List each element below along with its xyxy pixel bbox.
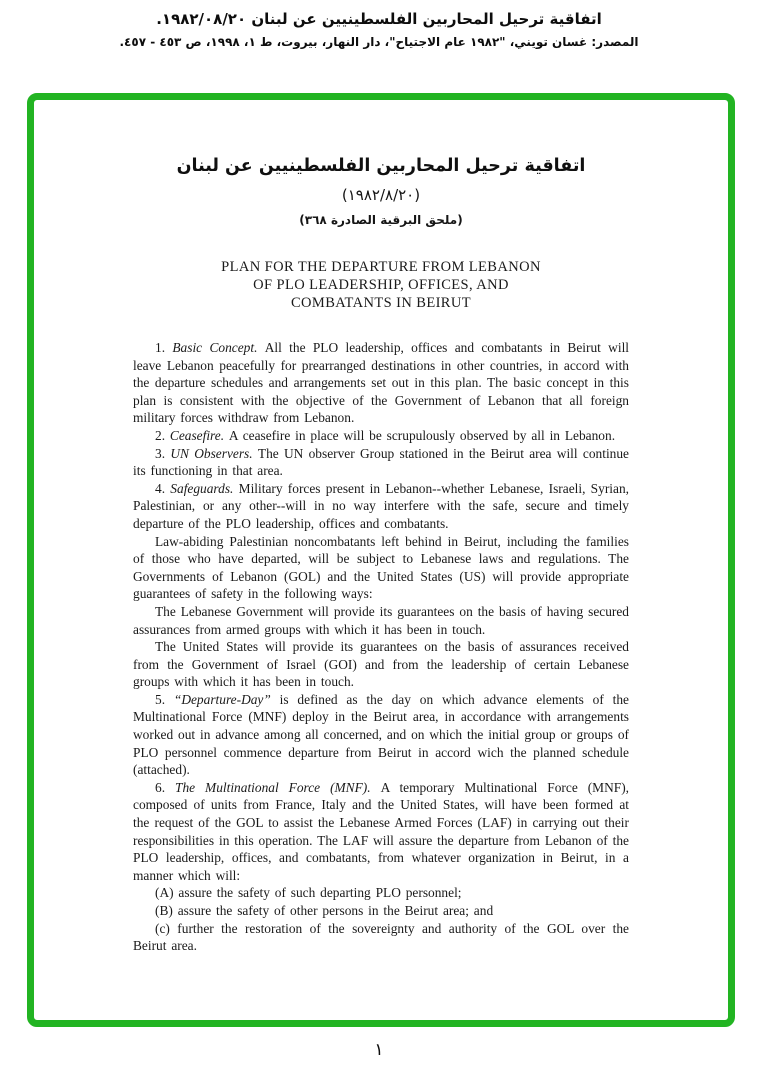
paragraph-number: 6. [155,779,175,795]
paragraph-text: The Lebanese Government will provide its guarantees on the basis of having secured assurances from armed groups with which it has been in touch. [133,603,629,637]
paragraph-text: Law-abiding Palestinian noncombatants left behind in Beirut, including the families of those who have departed, will be subject to Lebanese laws and regulations. The Governments of Lebanon (GOL) and the United States (US) will provide appropriate guarantees of safety in the following ways: [133,533,629,602]
document-frame [27,93,735,1027]
paragraph-text: The UN observer Group stationed in the Beirut area will continue its functioning in that area. [133,445,630,479]
telegram-attachment-note: (ملحق البرقية الصادرة ٣٦٨) [299,213,463,227]
list-item-c [133,920,629,955]
paragraph-us-guarantees [133,638,629,691]
list-item-a [133,884,629,902]
paragraph-lead: The Multinational Force (MNF). [175,779,381,795]
plan-title [133,258,629,312]
paragraph-text: A ceasefire in place will be scrupulously observed by all in Lebanon. [228,427,616,443]
paragraph-text: (B) assure the safety of other persons in the Beirut area; and [155,903,494,918]
paragraph-text: is defined as the day on which advance elements of the Multinational Force (MNF) deploy in the Beirut area, in accordance with arrangements worked out in advance among all concerned, and on which the initial group or groups of PLO personnel commence departure from Beirut in accord wich the planned schedule (attached). [133,691,629,778]
paragraph-number: 3. [155,445,171,461]
header-arabic-title: اتفاقية ترحيل المحاربين الفلسطينيين عن لبنان ١٩٨٢/٠٨/٢٠. [156,10,602,28]
paragraph-text: All the PLO leadership, offices and combatants in Beirut will leave Lebanon peacefully for prearranged destinations in other countries, in accord with the departure schedules and arrangements set out in this plan. The basic concept in this plan is consistent with the objective of the Government of Lebanon that all foreign military forces withdraw from Lebanon. [133,340,630,426]
list-item-b [133,902,629,920]
plan-title-line-1: PLAN FOR THE DEPARTURE FROM LEBANON [221,259,541,275]
paragraph-multinational-force [133,779,629,885]
paragraph-noncombatants [133,533,629,603]
plan-title-line-3: COMBATANTS IN BEIRUT [290,295,472,311]
paragraph-ceasefire [133,427,629,445]
paragraph-lead: “Departure-Day” [173,691,280,707]
document-frame-content [34,156,728,955]
paragraph-text: (A) assure the safety of such departing PLO personnel; [155,885,462,901]
paragraph-number: 2. [155,427,170,443]
paragraph-un-observers [133,445,629,480]
paragraph-lebanese-guarantees [133,603,629,638]
paragraph-basic-concept [133,339,629,427]
agreement-date: (١٩٨٢/٨/٢٠) [341,186,421,204]
page-number: ١ [374,1040,384,1060]
paragraph-lead: Safeguards. [170,480,239,496]
paragraph-text: A temporary Multinational Force (MNF), composed of units from France, Italy and the United States, will have been formed at the request of the GOL to assist the Lebanese Armed Forces (LAF) in carrying out their responsibilities in this operation. The LAF will assure the departure from Lebanon of the PLO leadership, offices, and combatants, from whatever organization in Beirut, in a manner which will: [133,779,630,883]
paragraph-lead: UN Observers. [170,445,258,461]
paragraph-safeguards [133,480,629,533]
plan-body [133,339,629,955]
paragraph-number: 5. [155,691,174,707]
document-header [0,0,758,49]
paragraph-text: (c) further the restoration of the sovereignty and authority of the GOL over the Beirut area. [133,920,629,954]
plan-title-line-2: OF PLO LEADERSHIP, OFFICES, AND [253,277,509,293]
paragraph-text: The United States will provide its guarantees on the basis of assurances received from the Government of Israel (GOI) and from the leadership of certain Lebanese groups with which it has been in touch. [133,639,629,690]
paragraph-number: 4. [155,480,171,496]
paragraph-lead: Ceasefire. [169,427,229,443]
paragraph-number: 1. [155,340,173,355]
paragraph-text: Military forces present in Lebanon--whether Lebanese, Israeli, Syrian, Palestinian, or any other--will in no way interfere with the safe, secure and timely departure of the PLO leadership, offices and combatants. [133,480,629,531]
agreement-arabic-title: اتفاقية ترحيل المحاربين الفلسطينيين عن لبنان [176,156,586,176]
header-source-citation: المصدر: غسان تويني، "١٩٨٢ عام الاجتياح"، دار النهار، بيروت، ط ١، ١٩٩٨، ص ٤٥٣ - ٤٥٧. [119,35,639,49]
paragraph-lead: Basic Concept. [172,340,265,355]
paragraph-departure-day [133,691,629,779]
